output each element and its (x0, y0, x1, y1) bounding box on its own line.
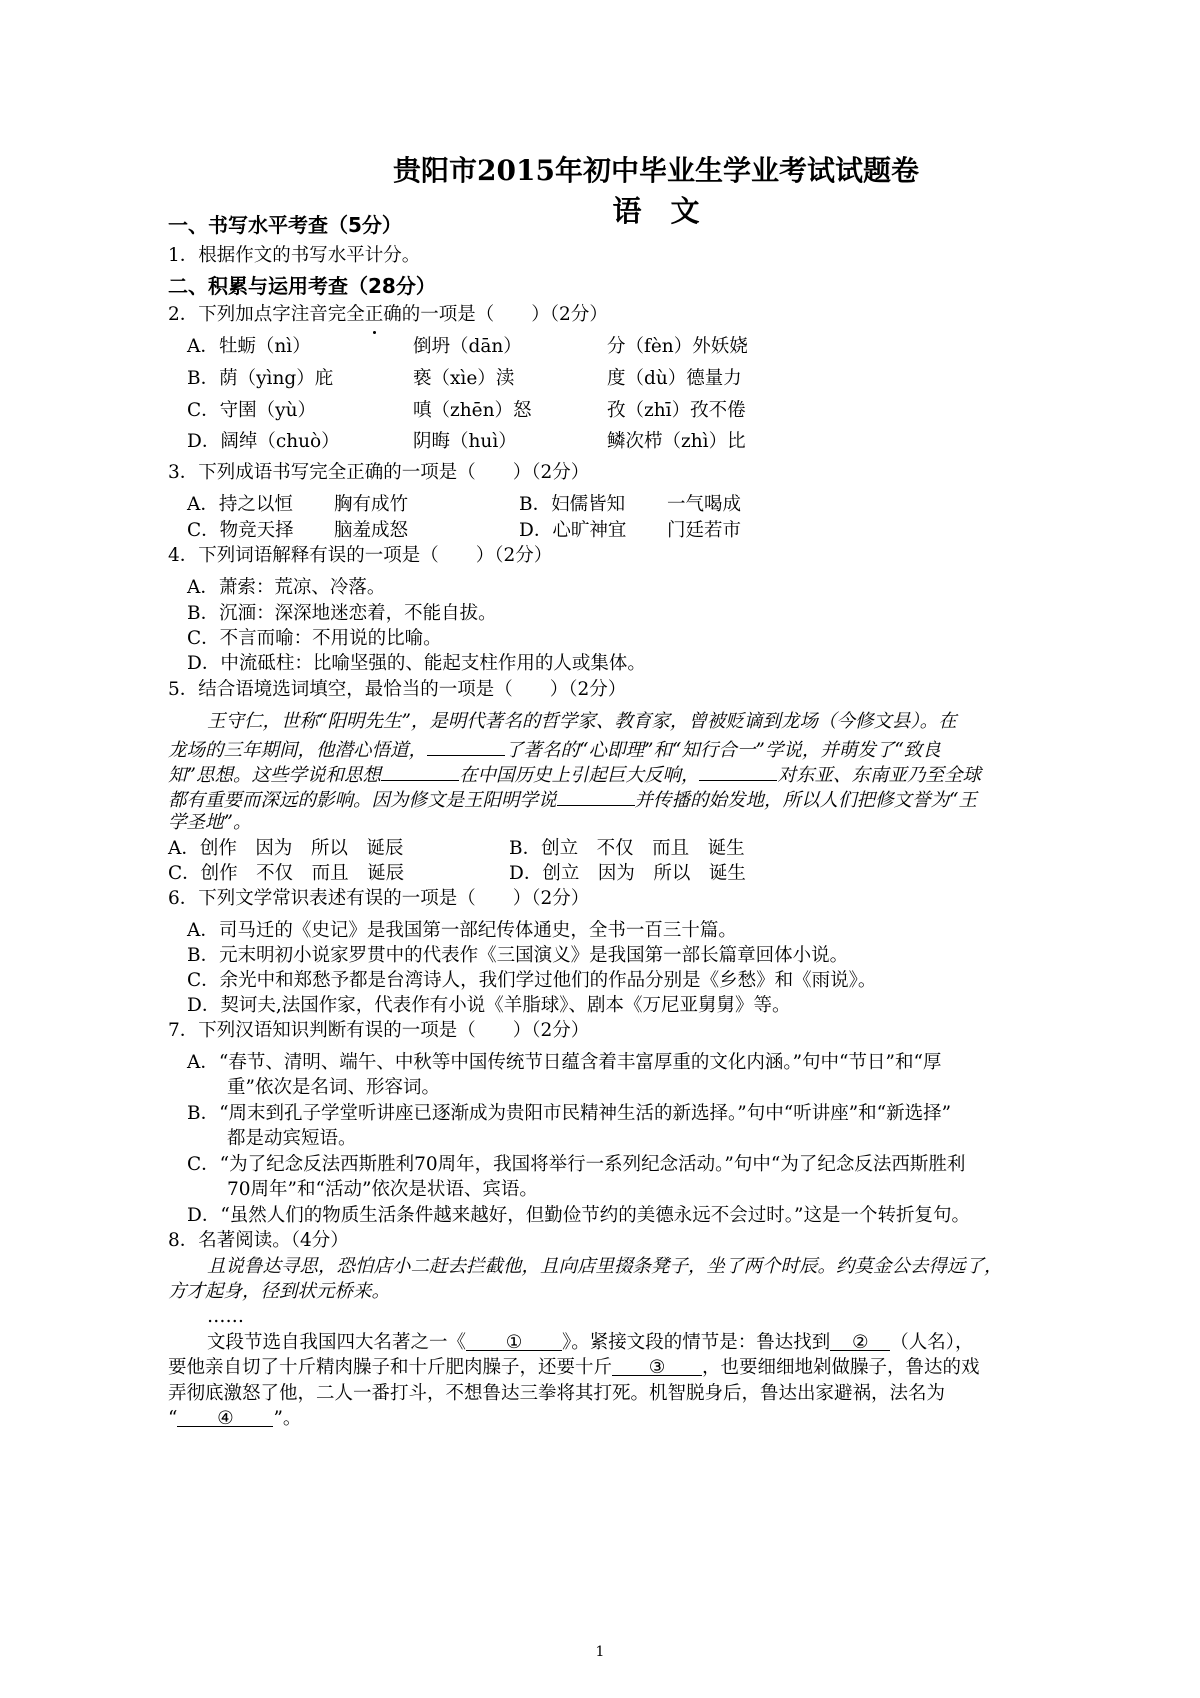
q5-passage-line-3: 知”思想。这些学说和思想 在中国历史上引起巨大反响， 对东亚、东南亚乃至全球 (168, 760, 981, 789)
question-3-stem: 3．下列成语书写完全正确的一项是（ ）（2分） (168, 462, 590, 483)
question-1: 1．根据作文的书写水平计分。 (168, 245, 421, 266)
q6-option-a: A．司马迁的《史记》是我国第一部纪传体通史，全书一百三十篇。 (187, 920, 737, 941)
q8-ellipsis: …… (207, 1306, 244, 1327)
q8-question-line-1: 文段节选自我国四大名著之一《 ① 》。紧接文段的情节是：鲁达找到 ② （人名）， (207, 1332, 974, 1353)
q7-option-c-line-2: 70周年”和“活动”依次是状语、宾语。 (227, 1179, 538, 1200)
page-number: 1 (595, 1644, 605, 1660)
q2-option-d-3: 鳞次栉（zhì）比 (607, 431, 746, 452)
section-2-heading: 二、积累与运用考查（28分） (168, 274, 436, 298)
question-7-stem: 7．下列汉语知识判断有误的一项是（ ）（2分） (168, 1020, 590, 1041)
q2-option-a-2: 倒坍（dān） (413, 336, 522, 357)
q2-option-a-3: 分（fèn）外妖娆 (607, 336, 748, 357)
q5-option-c: C．创作 不仅 而且 诞辰 (168, 863, 405, 884)
q2-option-d-2: 阴晦（huì） (413, 431, 517, 452)
q6-option-c: C．余光中和郑愁予都是台湾诗人，我们学过他们的作品分别是《乡愁》和《雨说》。 (187, 970, 877, 991)
subject-title: 语 文 (612, 194, 700, 228)
q8-question-line-3: 弄彻底激怒了他，二人一番打斗，不想鲁达三拳将其打死。机智脱身后，鲁达出家避祸，法名为 (168, 1383, 946, 1404)
q6-option-d: D．契诃夫,法国作家，代表作有小说《羊脂球》、剧本《万尼亚舅舅》等。 (187, 995, 791, 1016)
q3-option-c-2: 脑羞成怒 (334, 520, 409, 541)
q4-option-d: D．中流砥柱：比喻坚强的、能起支柱作用的人或集体。 (187, 653, 646, 674)
q2-option-c-2: 嗔（zhēn）怒 (413, 400, 532, 421)
exam-title: 贵阳市2015年初中毕业生学业考试试题卷 (393, 154, 919, 187)
q5-option-b: B．创立 不仅 而且 诞生 (509, 838, 745, 859)
q2-option-a-1: A．牡蛎（nì） (187, 336, 311, 357)
q7-option-b-line-1: B．“周末到孔子学堂听讲座已逐渐成为贵阳市民精神生活的新选择。”句中“听讲座”和“新选择” (187, 1103, 952, 1124)
q3-option-c-1: C．物竞天择 (187, 520, 294, 541)
question-8-stem: 8．名著阅读。（4分） (168, 1230, 349, 1251)
blank-1[interactable]: ① (466, 1330, 562, 1351)
question-4-stem: 4．下列词语解释有误的一项是（ ）（2分） (168, 545, 553, 566)
q5-option-a: A．创作 因为 所以 诞辰 (168, 838, 404, 859)
q7-option-a-line-2: 重”依次是名词、形容词。 (227, 1077, 440, 1098)
blank-2[interactable]: ② (830, 1330, 890, 1351)
q4-option-b: B．沉湎：深深地迷恋着，不能自拔。 (187, 603, 497, 624)
q2-option-b-1: B．荫（yìng）庇 (187, 368, 334, 389)
q5-option-d: D．创立 因为 所以 诞生 (509, 863, 746, 884)
q7-option-c-line-1: C．“为了纪念反法西斯胜利70周年，我国将举行一系列纪念活动。”句中“为了纪念反法西斯胜利 (187, 1154, 966, 1175)
q5-passage-line-2: 龙场的三年期间，他潜心悟道， 了著名的“心即理”和“知行合一”学说，并萌发了“致良 (168, 735, 941, 764)
q2-option-c-1: C．守圉（yù） (187, 400, 317, 421)
q5-passage-line-4: 都有重要而深远的影响。因为修文是王阳明学说 并传播的始发地，所以人们把修文誉为“王 (168, 785, 977, 814)
q2-option-b-3: 度（dù）德量力 (607, 368, 742, 389)
q5-passage-line-1: 王守仁，世称“阳明先生”，是明代著名的哲学家、教育家，曾被贬谪到龙场（今修文县）。在 (207, 711, 957, 732)
q8-passage-line-1: 且说鲁达寻思，恐怕店小二赶去拦截他，且向店里掇条凳子，坐了两个时辰。约莫金公去得远了， (207, 1256, 1003, 1277)
q2-option-c-3: 孜（zhī）孜不倦 (607, 400, 746, 421)
q2-option-d-1: D．阔绰（chuò） (187, 431, 340, 452)
section-1-heading: 一、书写水平考查（5分） (168, 213, 402, 237)
question-2-stem: 2．下列加点字注音完全正确的一项是（ ）（2分） (168, 302, 608, 328)
q3-option-d-2: 门廷若市 (667, 520, 742, 541)
q7-option-b-line-2: 都是动宾短语。 (227, 1128, 357, 1149)
q2-option-b-2: 亵（xìe）渎 (413, 368, 515, 389)
blank-4[interactable]: ④ (177, 1406, 273, 1427)
q5-passage-line-5: 学圣地”。 (168, 812, 252, 833)
q3-option-d-1: D．心旷神宜 (519, 520, 627, 541)
question-5-stem: 5．结合语境选词填空，最恰当的一项是（ ）（2分） (168, 679, 627, 700)
q4-option-c: C．不言而喻：不用说的比喻。 (187, 628, 442, 649)
q3-option-a-2: 胸有成竹 (334, 494, 409, 515)
blank-3[interactable]: ③ (612, 1355, 702, 1376)
q3-option-b-2: 一气喝成 (667, 494, 742, 515)
q7-option-a-line-1: A．“春节、清明、端午、中秋等中国传统节日蕴含着丰富厚重的文化内涵。”句中“节日”和“厚 (187, 1052, 942, 1073)
q4-option-a: A．萧索：荒凉、冷落。 (187, 577, 386, 598)
q6-option-b: B．元末明初小说家罗贯中的代表作《三国演义》是我国第一部长篇章回体小说。 (187, 945, 849, 966)
question-6-stem: 6．下列文学常识表述有误的一项是（ ）（2分） (168, 888, 590, 909)
q8-question-line-2: 要他亲自切了十斤精肉臊子和十斤肥肉臊子，还要十斤 ③ ，也要细细地剁做臊子，鲁达的戏 (168, 1357, 980, 1378)
q8-passage-line-2: 方才起身，径到状元桥来。 (168, 1281, 391, 1302)
q7-option-d: D．“虽然人们的物质生活条件越来越好，但勤俭节约的美德永远不会过时。”这是一个转折复句。 (187, 1205, 971, 1226)
q8-question-line-4: “ ④ ”。 (168, 1408, 302, 1429)
q3-option-a-1: A．持之以恒 (187, 494, 293, 515)
q3-option-b-1: B．妇儒皆知 (519, 494, 626, 515)
